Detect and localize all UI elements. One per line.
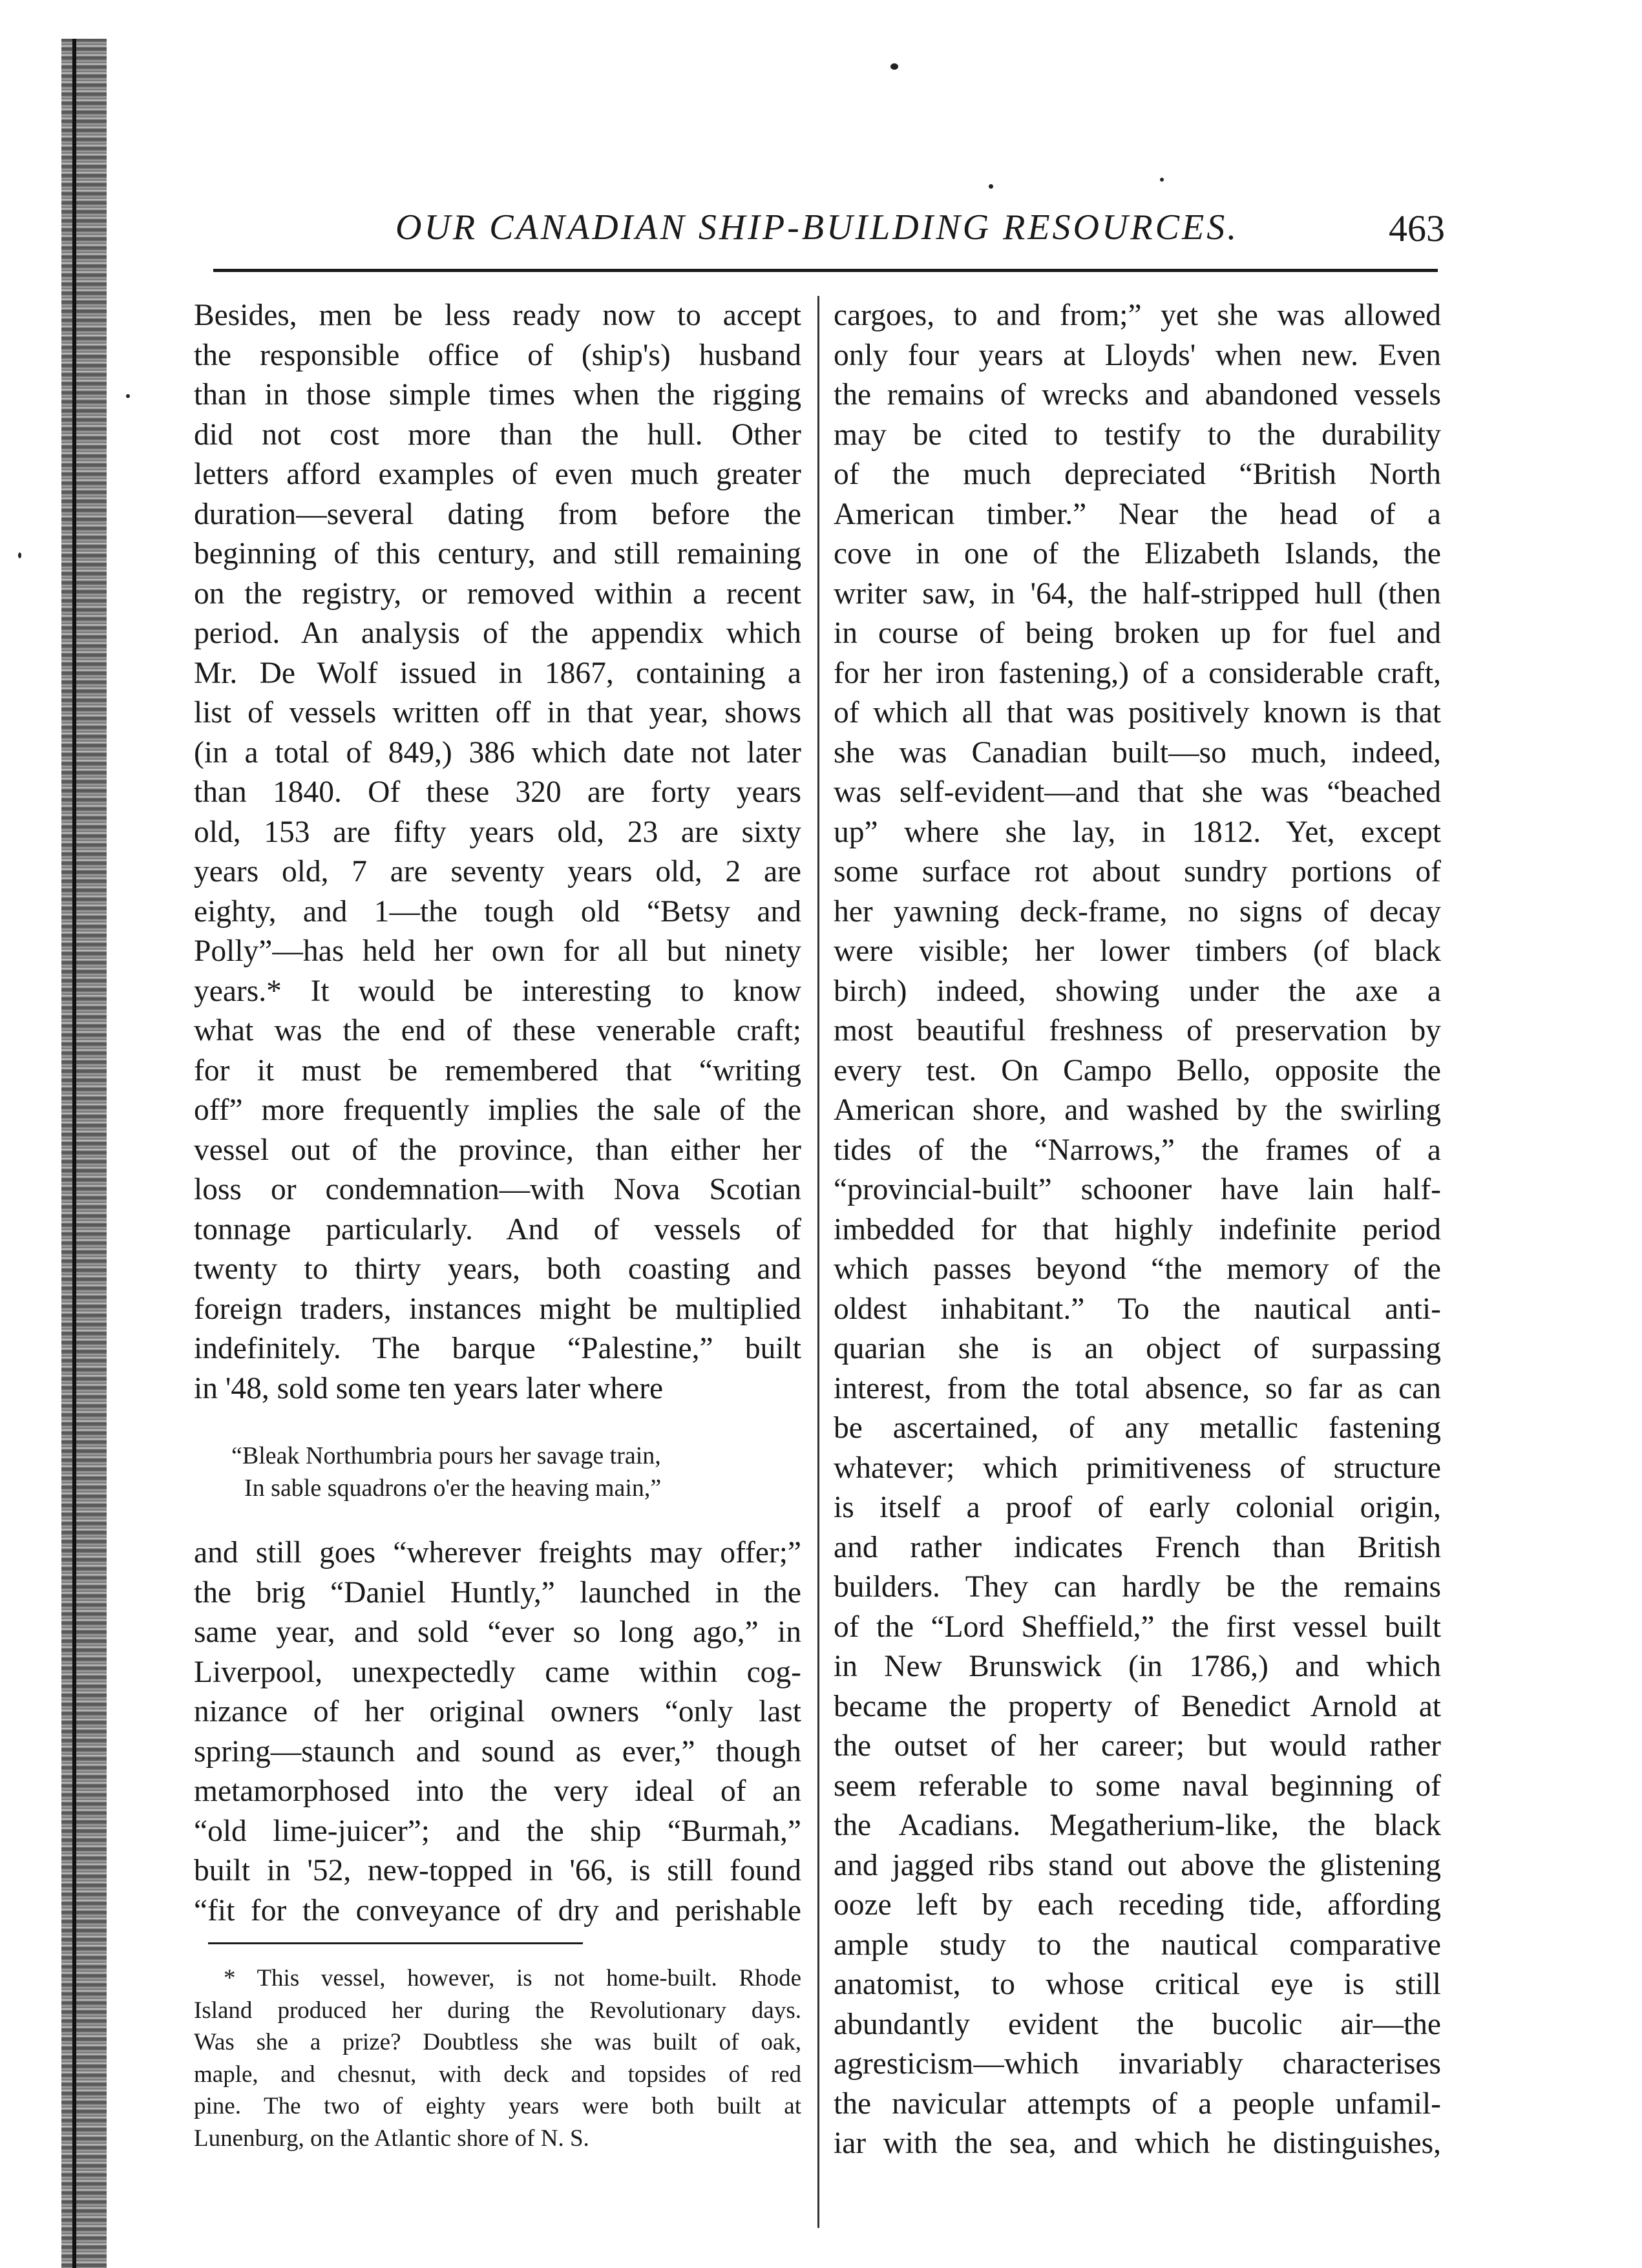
text-line: be ascertained, of any metallic fastening [834,1411,1441,1445]
text-line: “fit for the conveyance of dry and perishable [194,1893,801,1927]
text-line: cargoes, to and from;” yet she was allowed [834,299,1441,332]
text-line: Besides, men be less ready now to accept [194,299,801,332]
text-line: the navicular attempts of a people unfamil- [834,2086,1441,2121]
ink-speck [126,394,130,398]
text-line: period. An analysis of the appendix which [194,616,801,650]
header-rule [213,269,1438,272]
text-line: same year, and sold “ever so long ago,” in [194,1615,801,1649]
footnote-line: Island produced her during the Revolutionary days. [194,1997,801,2024]
footnote-line: pine. The two of eighty years were both built at [194,2093,801,2119]
text-line: oldest inhabitant.” To the nautical anti- [834,1292,1441,1326]
text-line: and rather indicates French than British [834,1530,1441,1564]
text-line: “old lime-juicer”; and the ship “Burmah,” [194,1814,801,1848]
text-line: the responsible office of (ship's) husband [194,338,801,372]
text-line: list of vessels written off in that year, shows [194,696,801,730]
left-column-body [194,296,801,1409]
left-column [194,296,801,2154]
text-line: built in '52, new-topped in '66, is still found [194,1854,801,1887]
footnote-rule [208,1942,583,1944]
book-binding-edge [61,39,107,2268]
text-line: did not cost more than the hull. Other [194,417,801,452]
text-line: her yawning deck-frame, no signs of decay [834,894,1441,929]
verse-line: “Bleak Northumbria pours her savage train, [231,1442,661,1469]
text-line: tides of the “Narrows,” the frames of a [834,1133,1441,1167]
text-line: “provincial-built” schooner have lain half- [834,1173,1441,1206]
ink-speck [890,63,898,70]
ink-speck [989,184,993,189]
binding-shadow [72,39,76,2268]
text-line: writer saw, in '64, the half-stripped hull (then [834,576,1441,611]
footnote-line: maple, and chesnut, with deck and topsides of red [194,2061,801,2088]
text-line: American timber.” Near the head of a [834,497,1441,531]
text-line: agresticism—which invariably characterises [834,2047,1441,2081]
text-line: whatever; which primitiveness of structure [834,1451,1441,1485]
footnote-line: * This vessel, however, is not home-built. Rhode [224,1965,801,1991]
text-line: tonnage particularly. And of vessels of [194,1212,801,1246]
text-line: quarian she is an object of surpassing [834,1332,1441,1365]
text-line: some surface rot about sundry portions of [834,855,1441,888]
text-line: up” where she lay, in 1812. Yet, except [834,815,1441,849]
text-line: of the “Lord Sheffield,” the first vessel built [834,1610,1441,1644]
page-number: 463 [1389,207,1445,249]
footnote-line: Lunenburg, on the Atlantic shore of N. S. [194,2125,589,2152]
text-line: every test. On Campo Bello, opposite the [834,1053,1441,1087]
text-line: anatomist, to whose critical eye is still [834,1968,1441,2001]
text-line: the brig “Daniel Huntly,” launched in the [194,1575,801,1610]
text-line: for it must be remembered that “writing [194,1053,801,1087]
text-line: ample study to the nautical comparative [834,1927,1441,1962]
text-line: in New Brunswick (in 1786,) and which [834,1650,1441,1683]
verse-line: In sable squadrons o'er the heaving main,” [244,1475,662,1502]
text-line: than in those simple times when the rigging [194,378,801,412]
text-line: cove in one of the Elizabeth Islands, the [834,537,1441,571]
text-line: in '48, sold some ten years later where [194,1371,664,1405]
page-header [213,207,1445,265]
text-line: letters afford examples of even much greater [194,457,801,491]
text-line: than 1840. Of these 320 are forty years [194,775,801,809]
text-line: Mr. De Wolf issued in 1867, containing a [194,656,801,690]
text-line: off” more frequently implies the sale of the [194,1093,801,1127]
text-line: the Acadians. Megatherium-like, the black [834,1809,1441,1842]
text-line: the remains of wrecks and abandoned vessels [834,378,1441,412]
column-divider [817,296,819,2228]
text-line: eighty, and 1—the tough old “Betsy and [194,894,801,929]
left-column-continuation [194,1533,801,1931]
text-line: years.* It would be interesting to know [194,974,801,1008]
text-line: years old, 7 are seventy years old, 2 are [194,855,801,888]
text-line: Polly”—has held her own for all but ninety [194,934,801,968]
text-line: may be cited to testify to the durability [834,417,1441,452]
text-line: for her iron fastening,) of a considerable craft, [834,656,1441,690]
text-line: she was Canadian built—so much, indeed, [834,735,1441,770]
text-line: builders. They can hardly be the remains [834,1570,1441,1604]
text-line: ooze left by each receding tide, affording [834,1888,1441,1922]
text-line: interest, from the total absence, so far as can [834,1371,1441,1405]
text-line: is itself a proof of early colonial origin, [834,1491,1441,1524]
text-line: old, 153 are fifty years old, 23 are sixty [194,815,801,849]
text-line: indefinitely. The barque “Palestine,” built [194,1332,801,1365]
text-line: what was the end of these venerable craft; [194,1014,801,1047]
text-line: twenty to thirty years, both coasting and [194,1252,801,1286]
text-line: became the property of Benedict Arnold at [834,1689,1441,1723]
text-line: duration—several dating from before the [194,497,801,531]
text-line: vessel out of the province, than either her [194,1133,801,1167]
ink-speck [18,552,21,558]
text-line: seem referable to some naval beginning of [834,1769,1441,1803]
text-line: imbedded for that highly indefinite period [834,1212,1441,1246]
right-column [834,296,1441,2164]
right-column-body [834,296,1441,2164]
text-line: foreign traders, instances might be multiplied [194,1292,801,1326]
text-line: which passes beyond “the memory of the [834,1252,1441,1286]
text-line: spring—staunch and sound as ever,” though [194,1734,801,1769]
text-line: were visible; her lower timbers (of black [834,934,1441,968]
text-line: of which all that was positively known is that [834,696,1441,730]
footnote [194,1962,801,2154]
text-line: the outset of her career; but would rather [834,1729,1441,1763]
text-line: (in a total of 849,) 386 which date not later [194,735,801,770]
text-line: of the much depreciated “British North [834,457,1441,491]
verse-quotation [231,1440,801,1504]
text-line: metamorphosed into the very ideal of an [194,1774,801,1808]
text-line: iar with the sea, and which he distinguishes, [834,2126,1441,2160]
text-line: most beautiful freshness of preservation by [834,1014,1441,1047]
text-line: and jagged ribs stand out above the glistening [834,1848,1441,1882]
text-line: only four years at Lloyds' when new. Even [834,338,1441,372]
ink-speck [1160,178,1164,182]
running-title: OUR CANADIAN SHIP-BUILDING RESOURCES. [395,207,1239,247]
text-line: Liverpool, unexpectedly came within cog- [194,1655,801,1689]
footnote-line: Was she a prize? Doubtless she was built of oak, [194,2029,801,2055]
text-line: birch) indeed, showing under the axe a [834,974,1441,1008]
text-line: nizance of her original owners “only last [194,1695,801,1728]
text-line: on the registry, or removed within a recent [194,576,801,611]
text-line: American shore, and washed by the swirling [834,1093,1441,1127]
text-line: was self-evident—and that she was “beached [834,775,1441,809]
text-line: in course of being broken up for fuel and [834,616,1441,650]
text-line: beginning of this century, and still remaining [194,537,801,571]
text-line: abundantly evident the bucolic air—the [834,2007,1441,2041]
text-line: and still goes “wherever freights may offer;” [194,1536,801,1570]
text-line: loss or condemnation—with Nova Scotian [194,1173,801,1206]
